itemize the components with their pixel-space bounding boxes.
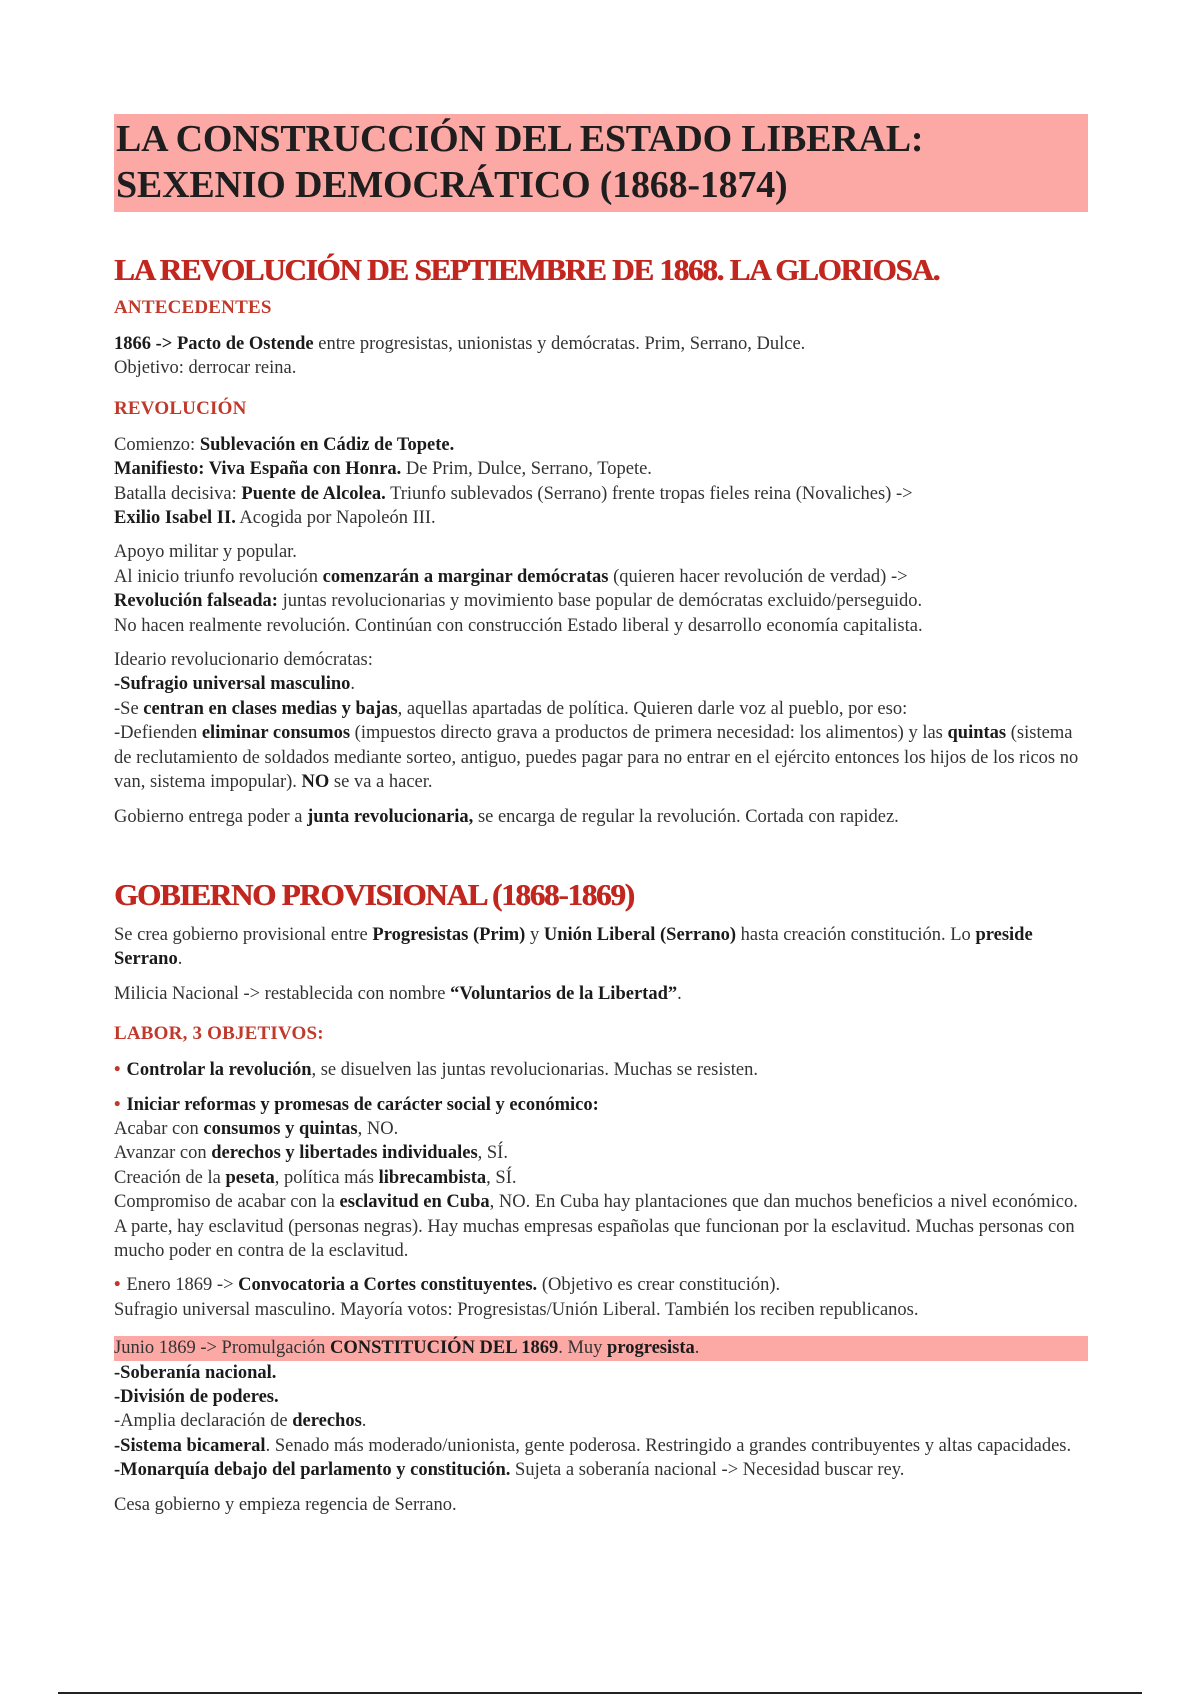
text: Sufragio universal masculino. Mayoría votos: Progresistas/Unión Liberal. También los reciben republicanos. xyxy=(114,1299,919,1320)
objective-1 xyxy=(114,1058,1088,1082)
document-page xyxy=(114,114,1088,1527)
bold-text: 1866 -> Pacto de Ostende xyxy=(114,334,314,354)
text: . Muy xyxy=(558,1338,608,1359)
text: Avanzar con xyxy=(114,1143,212,1164)
text: Acabar con xyxy=(114,1118,204,1139)
bold-text: eliminar consumos xyxy=(201,723,351,744)
bold-text: peseta xyxy=(225,1167,275,1188)
paragraph-junta xyxy=(114,805,1088,829)
paragraph-gobierno-provisional xyxy=(114,923,1088,972)
bold-text: esclavitud en Cuba xyxy=(339,1192,490,1213)
bold-text: centran en clases medias y bajas xyxy=(143,698,398,719)
bold-text: preside Serrano xyxy=(114,924,1033,970)
text: (quieren hacer revolución de verdad) -> xyxy=(608,566,908,587)
text: , se disuelven las juntas revolucionarias. Muchas se resisten. xyxy=(311,1060,758,1081)
text: , política más xyxy=(274,1167,379,1188)
text: -Se xyxy=(114,698,144,719)
text: (Objetivo es crear constitución). xyxy=(537,1275,781,1296)
main-title xyxy=(114,114,1088,212)
bold-text: Convocatoria a Cortes constituyentes. xyxy=(238,1275,538,1296)
section-heading-revolucion-1868: LA REVOLUCIÓN DE SEPTIEMBRE DE 1868. LA GLORIOSA. xyxy=(114,252,940,287)
bold-text: Progresistas (Prim) xyxy=(372,924,526,945)
paragraph-ideario xyxy=(114,648,1088,794)
text: , NO. xyxy=(357,1118,399,1139)
paragraph-antecedentes xyxy=(114,332,1088,381)
objective-2 xyxy=(114,1093,1088,1264)
text: . Senado más moderado/unionista, gente poderosa. Restringido a grandes contribuyentes y altas capacidades. xyxy=(265,1435,1072,1456)
bold-text: NO xyxy=(301,772,330,793)
text: Se crea gobierno provisional entre xyxy=(114,924,373,945)
text: juntas revolucionarias y movimiento base popular de demócratas excluido/perseguido. xyxy=(277,591,923,612)
bold-text: -Soberanía nacional. xyxy=(114,1362,277,1383)
text: se encarga de regular la revolución. Cortada con rapidez. xyxy=(473,806,899,827)
paragraph-constitucion-1869 xyxy=(114,1336,1088,1482)
text: -Amplia declaración de xyxy=(114,1411,293,1432)
objective-3 xyxy=(114,1273,1088,1322)
bold-text: -Sufragio universal masculino xyxy=(114,674,351,695)
footer-divider xyxy=(58,1692,1142,1694)
text: , SÍ. xyxy=(486,1167,517,1188)
bold-text: Sublevación en Cádiz de Topete. xyxy=(199,434,455,455)
paragraph-revolucion-apoyo xyxy=(114,540,1088,638)
text: -Defienden xyxy=(114,723,202,744)
text: Comienzo: xyxy=(114,434,200,455)
text: No hacen realmente revolución. Continúan con construcción Estado liberal y desarrollo economía capitalista. xyxy=(114,615,923,636)
paragraph-milicia xyxy=(114,982,1088,1006)
text: se va a hacer. xyxy=(329,772,433,793)
bold-text: Puente de Alcolea. xyxy=(241,483,386,504)
text: (impuestos directo grava a productos de primera necesidad: los alimentos) y las xyxy=(350,723,948,744)
bold-text: comenzarán a marginar demócratas xyxy=(322,566,609,587)
bullet-icon: • xyxy=(114,1094,121,1115)
bold-text: Controlar la revolución xyxy=(126,1060,312,1081)
bold-text: Manifiesto: Viva España con Honra. xyxy=(114,459,402,480)
text: De Prim, Dulce, Serrano, Topete. xyxy=(401,459,652,480)
bold-text: CONSTITUCIÓN DEL 1869 xyxy=(329,1338,559,1359)
text: Acogida por Napoleón III. xyxy=(235,508,436,529)
text: Batalla decisiva: xyxy=(114,483,242,504)
text: Sujeta a soberanía nacional -> Necesidad buscar rey. xyxy=(510,1460,905,1481)
text: Gobierno entrega poder a xyxy=(114,806,308,827)
bold-text: Iniciar reformas y promesas de carácter social y económico: xyxy=(126,1094,599,1115)
bullet-icon: • xyxy=(114,1275,121,1296)
text: Junio 1869 -> Promulgación xyxy=(114,1338,330,1359)
text: . xyxy=(677,983,682,1004)
bold-text: derechos xyxy=(292,1411,362,1432)
bold-text: derechos y libertades individuales xyxy=(211,1143,478,1164)
text: . xyxy=(361,1411,367,1432)
main-title-line-1: LA CONSTRUCCIÓN DEL ESTADO LIBERAL: xyxy=(116,118,924,160)
text: Creación de la xyxy=(114,1167,226,1188)
text: . xyxy=(177,949,183,970)
text: hasta creación constitución. Lo xyxy=(736,924,976,945)
bold-text: consumos y quintas xyxy=(203,1118,358,1139)
highlighted-line xyxy=(114,1336,1088,1360)
text: Ideario revolucionario demócratas: xyxy=(114,650,373,671)
text: Objetivo: derrocar reina. xyxy=(114,358,297,379)
bold-text: -División de poderes. xyxy=(114,1387,279,1407)
subheading-antecedentes: ANTECEDENTES xyxy=(114,297,272,318)
bold-text: Exilio Isabel II. xyxy=(114,508,236,529)
text: Enero 1869 -> xyxy=(126,1275,239,1296)
text: (sistema de reclutamiento de soldados mediante sorteo, antiguo, puedes pagar para no entrar en el ejército entonces los hijos de los ricos no van, sistema impopular). xyxy=(114,723,1079,793)
text: , SÍ. xyxy=(477,1143,508,1164)
paragraph-regencia: Cesa gobierno y empieza regencia de Serrano. xyxy=(114,1494,457,1515)
text: entre progresistas, unionistas y demócratas. Prim, Serrano, Dulce. xyxy=(313,334,806,354)
text: Al inicio triunfo revolución xyxy=(114,566,323,587)
bold-text: quintas xyxy=(947,723,1007,744)
bullet-icon: • xyxy=(114,1060,121,1081)
text: Milicia Nacional -> restablecida con nombre xyxy=(114,983,451,1004)
bold-text: -Sistema bicameral xyxy=(114,1435,266,1456)
text: . xyxy=(350,674,356,695)
bold-text: Unión Liberal (Serrano) xyxy=(543,924,737,945)
subheading-labor: LABOR, 3 OBJETIVOS: xyxy=(114,1023,324,1045)
bold-text: -Monarquía debajo del parlamento y constitución. xyxy=(114,1460,511,1481)
text: Apoyo militar y popular. xyxy=(114,542,297,563)
text: . xyxy=(694,1338,700,1359)
text: , aquellas apartadas de política. Quieren darle voz al pueblo, por eso: xyxy=(397,698,908,719)
text: Compromiso de acabar con la xyxy=(114,1192,340,1213)
subheading-revolucion: REVOLUCIÓN xyxy=(114,397,247,419)
paragraph-revolucion-comienzo xyxy=(114,433,1088,531)
bold-text: junta revolucionaria, xyxy=(307,806,474,827)
text: y xyxy=(525,924,544,945)
text: Triunfo sublevados (Serrano) frente tropas fieles reina (Novaliches) -> xyxy=(385,483,913,504)
bold-text: “Voluntarios de la Libertad” xyxy=(450,983,678,1004)
section-heading-gobierno-provisional: GOBIERNO PROVISIONAL (1868-1869) xyxy=(114,876,634,912)
bold-text: Revolución falseada: xyxy=(114,591,278,612)
main-title-line-2: SEXENIO DEMOCRÁTICO (1868-1874) xyxy=(116,164,788,206)
bold-text: progresista xyxy=(607,1338,695,1359)
bold-text: librecambista xyxy=(378,1167,487,1188)
text: , NO. En Cuba hay plantaciones que dan muchos beneficios a nivel económico. A parte, hay esclavitud (personas negras). Hay muchas empresas españolas que funcionan por la esclavitud. Muchas personas con mucho poder en contra de la esclavitud. xyxy=(114,1192,1078,1261)
